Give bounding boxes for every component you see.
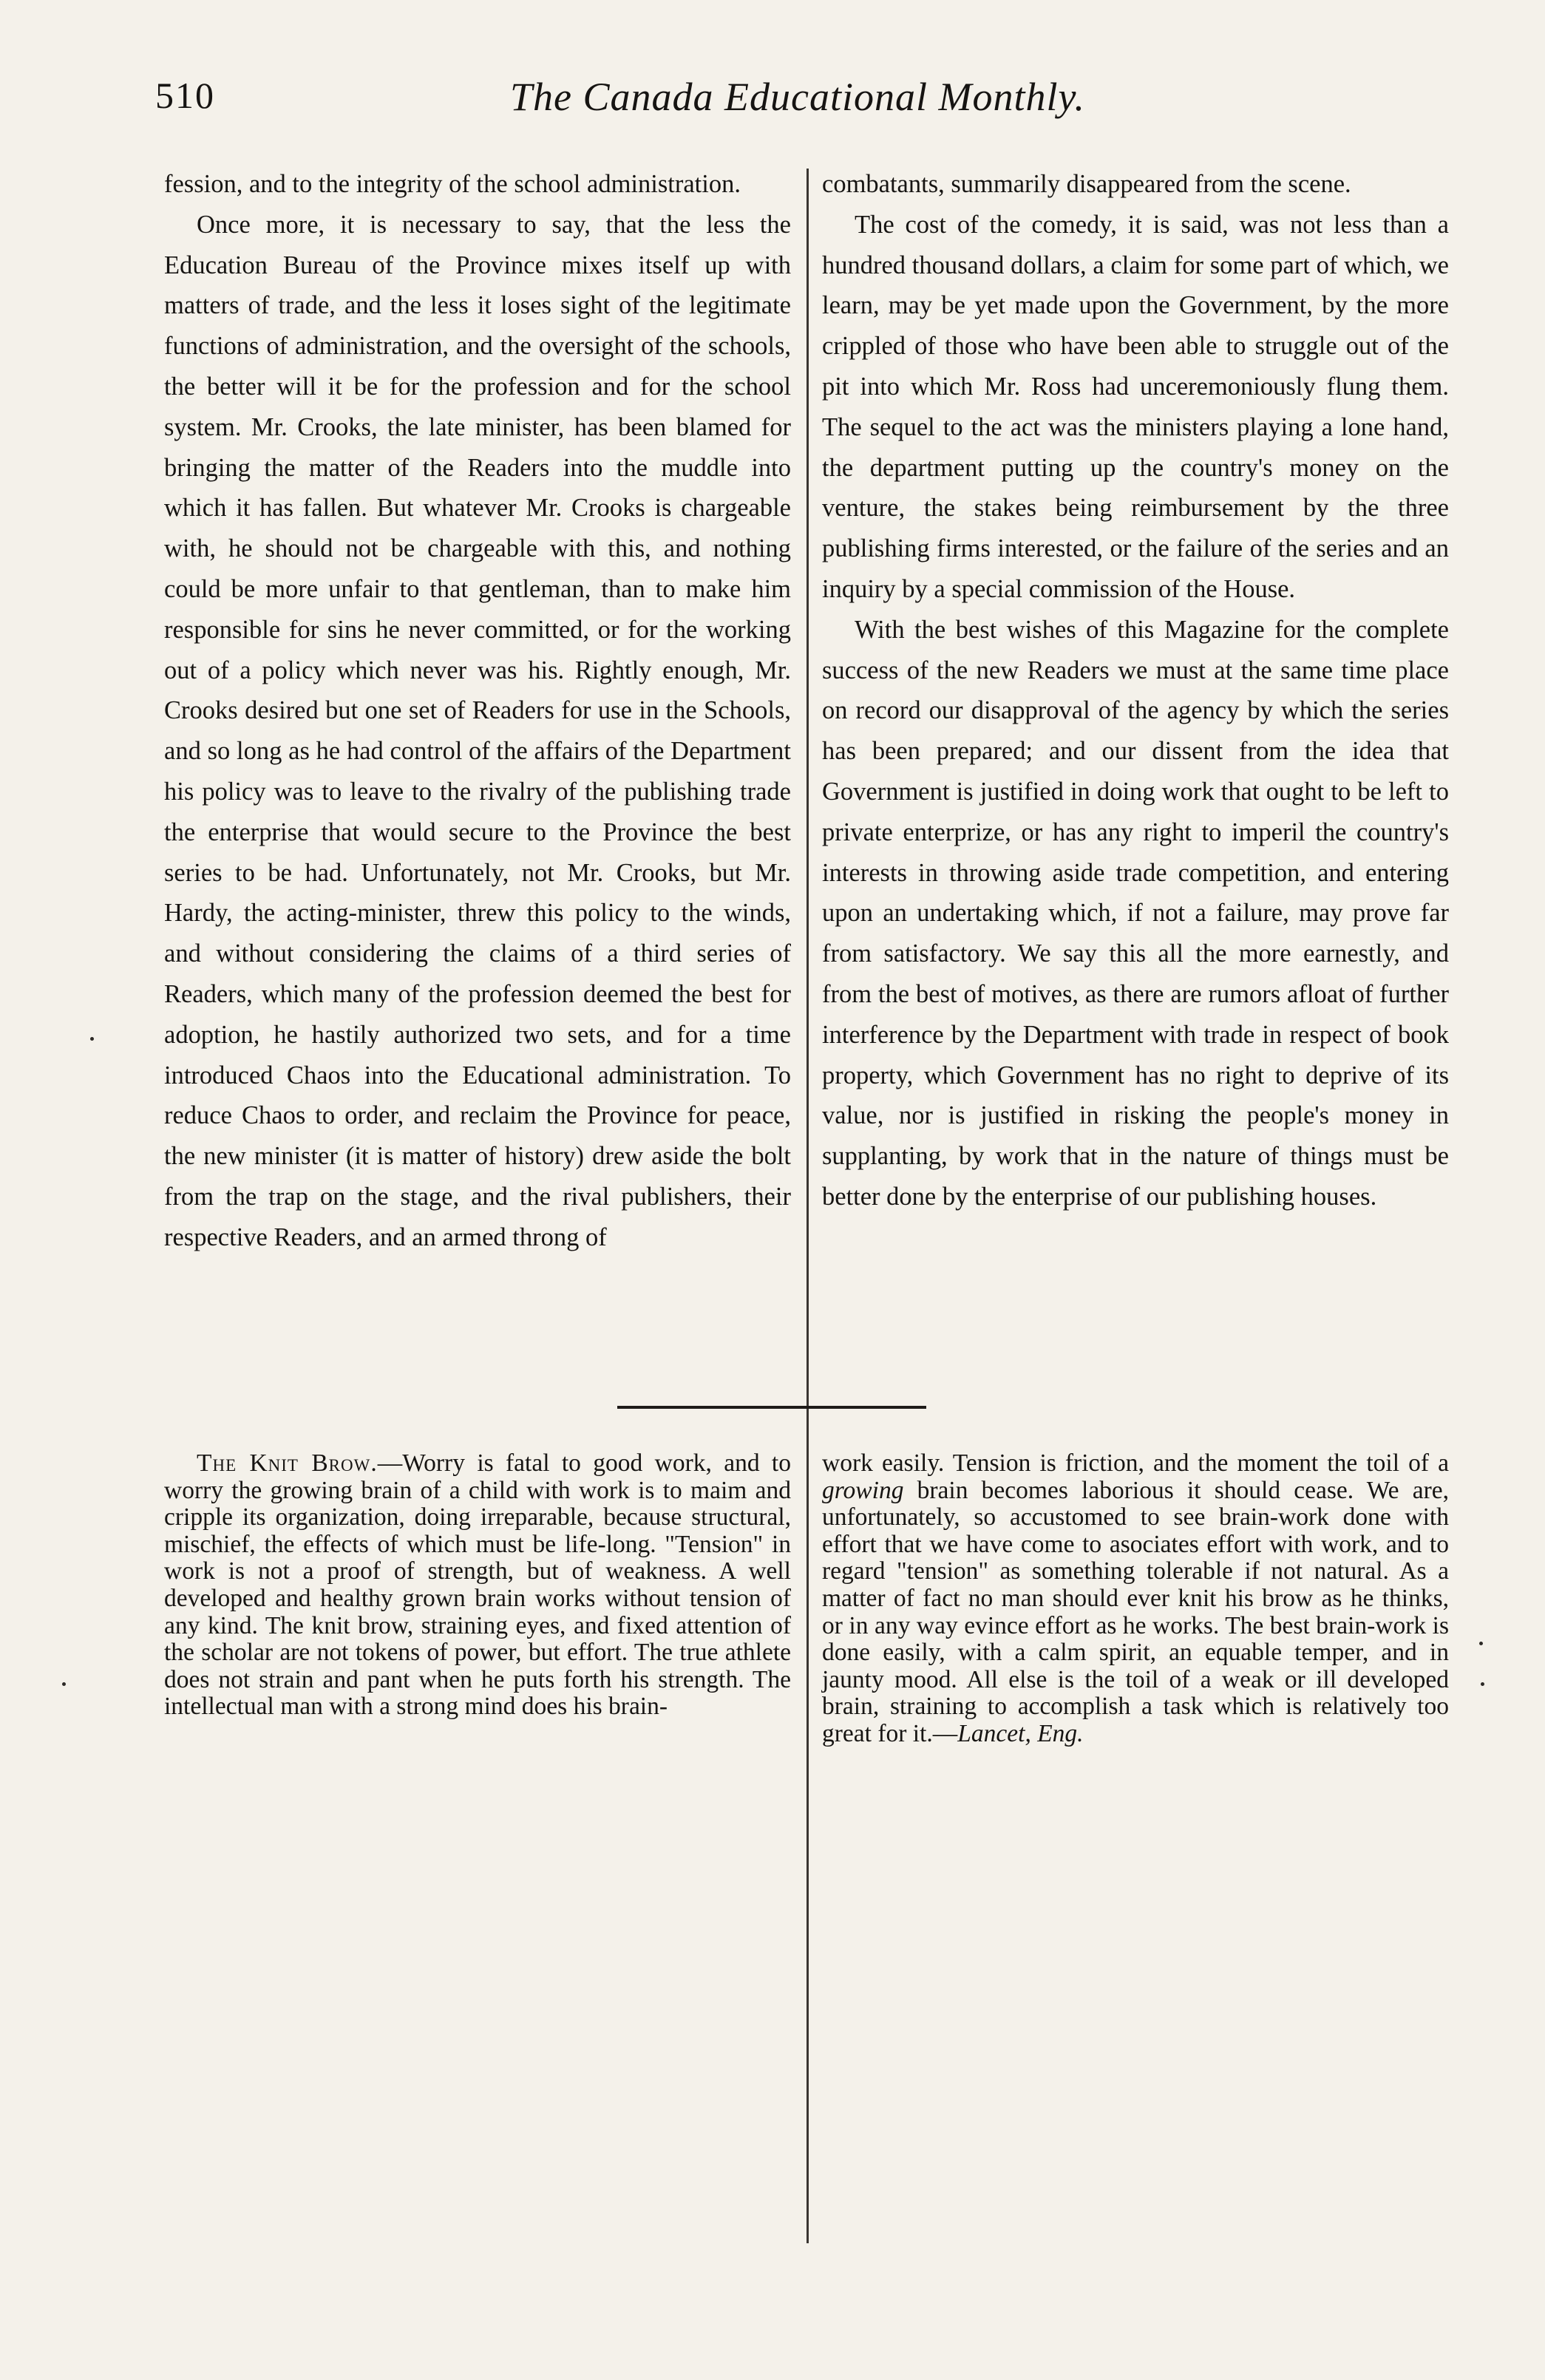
article-left-column (164, 164, 791, 1258)
article-right-column (822, 164, 1449, 1217)
print-speck (62, 1682, 66, 1686)
print-speck (1481, 1682, 1484, 1686)
article-paragraph: combatants, summarily disappeared from the scene. (822, 170, 1351, 198)
article-paragraph: fession, and to the integrity of the school administration. (164, 170, 741, 198)
article-paragraph: The cost of the comedy, it is said, was not less than a hundred thousand dollars, a claim for some part of which, we learn, may be yet made upon the Government, by the more crippled of those who have been able to struggle out of the pit into which Mr. Ross had unceremoniously flung them. The sequel to the act was the ministers playing a lone hand, the department putting up the country's money on the venture, the stakes being reimbursement by the three publishing firms interested, or the failure of the series and an inquiry by a special commission of the House. (822, 210, 1449, 603)
source-citation: Lancet, Eng. (957, 1719, 1084, 1747)
emphasis-word: growing (822, 1476, 904, 1504)
running-title: The Canada Educational Monthly. (510, 75, 1085, 119)
knit-brow-continuation (822, 1450, 1449, 1748)
column-divider-top (807, 169, 809, 1639)
print-speck (90, 1037, 94, 1041)
knit-brow-right-column (822, 1450, 1449, 1748)
article-paragraph: With the best wishes of this Magazine for the complete success of the new Readers we must at the same time place on record our disapproval of the agency by which the series has been prepared; and our dissent from the idea that Government is justified in doing work that ought to be left to private enterprize, or has any right to imperil the country's interests in throwing aside trade competition, and entering upon an undertaking which, if not a failure, may prove far from satisfactory. We say this all the more earnestly, and from the best of motives, as there are rumors afloat of further interference by the Department with trade in respect of book property, which Government has no right to deprive of its value, nor is justified in risking the people's money in supplanting, by work that in the nature of things must be better done by the enterprise of our publishing houses. (822, 615, 1449, 1211)
article-paragraph: Once more, it is necessary to say, that the less the Education Bureau of the Province mixes itself up with matters of trade, and the less it loses sight of the legitimate functions of administration, and the oversight of the schools, the better will it be for the profession and for the school system. Mr. Crooks, the late minister, has been blamed for bringing the matter of the Readers into the muddle into which it has fallen. But whatever Mr. Crooks is chargeable with, he should not be chargeable with this, and nothing could be more unfair to that gentleman, than to make him responsible for sins he never committed, or for the working out of a policy which never was his. Rightly enough, Mr. Crooks desired but one set of Readers for use in the Schools, and so long as he had control of the affairs of the Department his policy was to leave to the rivalry of the publishing trade the enterprise that would secure to the Province the best series to be had. Unfortunately, not Mr. Crooks, but Mr. Hardy, the acting-minister, threw this policy to the winds, and without considering the claims of a third series of Readers, which many of the profession deemed the best for adoption, he hastily authorized two sets, and for a time introduced Chaos into the Educational administration. To reduce Chaos to order, and reclaim the Province for peace, the new minister (it is matter of history) drew aside the bolt from the trap on the stage, and the rival publishers, their respective Readers, and an armed throng of (164, 210, 791, 1251)
print-speck (1479, 1642, 1483, 1645)
column-divider-bottom (807, 1449, 809, 2243)
section-heading: The Knit Brow. (197, 1449, 378, 1477)
page-number: 510 (155, 75, 215, 116)
knit-brow-text: brain becomes laborious it should cease. We are, unfortunately, so accustomed to see brain-work done with effort that we have come to asociates effort with work, and to regard "tension" as something tolerable if not natural. As a matter of fact no man should ever knit his brow as he thinks, or in any way evince effort as he works. The best brain-work is done easily, with a calm spirit, an equable temper, and in jaunty mood. All else is the toil of a weak or ill developed brain, straining to accomplish a task which is relatively too great for it.— (822, 1476, 1449, 1747)
section-divider (617, 1406, 926, 1409)
knit-brow-text: —Worry is fatal to good work, and to worry the growing brain of a child with work is to maim and cripple its organization, doing irreparable, because structural, mischief, the effects of which must be life-long. "Tension" in work is not a proof of strength, but of weakness. A well developed and healthy grown brain works without tension of any kind. The knit brow, straining eyes, and fixed attention of the scholar are not tokens of power, but effort. The true athlete does not strain and pant when he puts forth his strength. The intellectual man with a strong mind does his brain- (164, 1449, 791, 1721)
knit-brow-text: work easily. Tension is friction, and the moment the toil of a (822, 1449, 1449, 1477)
page-header (155, 74, 1353, 133)
knit-brow-left-column (164, 1450, 791, 1721)
knit-brow-paragraph (164, 1450, 791, 1721)
